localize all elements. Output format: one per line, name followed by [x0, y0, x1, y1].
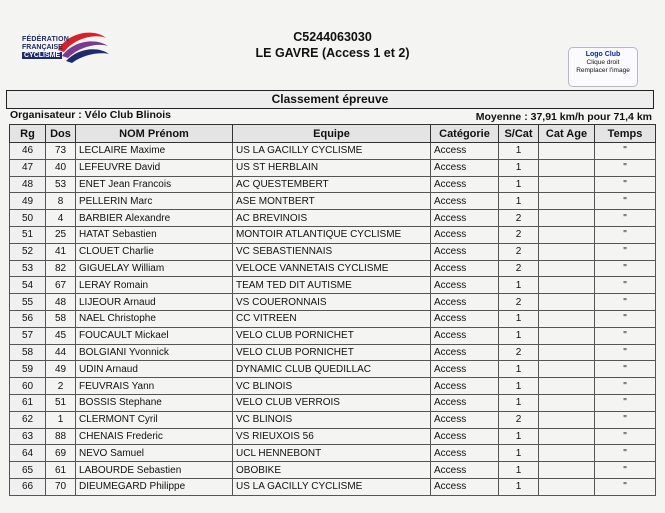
cell-age-category: [539, 176, 595, 193]
cell-time: ": [595, 445, 656, 462]
cell-rank: 58: [10, 344, 46, 361]
cell-age-category: [539, 294, 595, 311]
cell-rank: 56: [10, 310, 46, 327]
cell-rank: 64: [10, 445, 46, 462]
cell-age-category: [539, 310, 595, 327]
cell-bib: 40: [46, 159, 76, 176]
cell-subcategory: 1: [499, 445, 539, 462]
cell-category: Access: [431, 344, 499, 361]
cell-subcategory: 1: [499, 193, 539, 210]
cell-age-category: [539, 445, 595, 462]
cell-name: LERAY Romain: [76, 277, 233, 294]
cell-bib: 58: [46, 310, 76, 327]
cell-rank: 52: [10, 243, 46, 260]
cell-team: MONTOIR ATLANTIQUE CYCLISME: [233, 226, 431, 243]
cell-time: ": [595, 462, 656, 479]
cell-category: Access: [431, 243, 499, 260]
cell-category: Access: [431, 294, 499, 311]
cell-bib: 67: [46, 277, 76, 294]
cell-rank: 62: [10, 411, 46, 428]
cell-bib: 1: [46, 411, 76, 428]
cell-subcategory: 1: [499, 176, 539, 193]
club-logo-title: Logo Club: [585, 51, 621, 58]
cell-category: Access: [431, 260, 499, 277]
table-row: [10, 478, 656, 495]
cell-rank: 48: [10, 176, 46, 193]
cell-bib: 45: [46, 327, 76, 344]
cell-category: Access: [431, 378, 499, 395]
cell-subcategory: 1: [499, 428, 539, 445]
cell-team: OBOBIKE: [233, 462, 431, 479]
cell-team: AC BREVINOIS: [233, 210, 431, 227]
cell-name: HATAT Sebastien: [76, 226, 233, 243]
cell-team: AC QUESTEMBERT: [233, 176, 431, 193]
cell-bib: 8: [46, 193, 76, 210]
cell-subcategory: 2: [499, 411, 539, 428]
cell-subcategory: 2: [499, 260, 539, 277]
average-speed: Moyenne : 37,91 km/h pour 71,4 km: [475, 111, 652, 123]
table-row: [10, 260, 656, 277]
cell-time: ": [595, 143, 656, 160]
cell-bib: 25: [46, 226, 76, 243]
cell-subcategory: 1: [499, 159, 539, 176]
col-header-rg: Rg: [10, 125, 46, 143]
cell-time: ": [595, 327, 656, 344]
cell-name: FEUVRAIS Yann: [76, 378, 233, 395]
event-title: LE GAVRE (Access 1 et 2): [255, 46, 410, 60]
cell-rank: 57: [10, 327, 46, 344]
cell-age-category: [539, 243, 595, 260]
cell-name: LECLAIRE Maxime: [76, 143, 233, 160]
cell-age-category: [539, 193, 595, 210]
cell-time: ": [595, 210, 656, 227]
cell-bib: 61: [46, 462, 76, 479]
cell-team: VELO CLUB PORNICHET: [233, 344, 431, 361]
cell-subcategory: 1: [499, 378, 539, 395]
cell-bib: 73: [46, 143, 76, 160]
cell-age-category: [539, 361, 595, 378]
cell-category: Access: [431, 462, 499, 479]
table-row: [10, 428, 656, 445]
cell-name: GIGUELAY William: [76, 260, 233, 277]
table-row: [10, 361, 656, 378]
cell-rank: 61: [10, 394, 46, 411]
cell-subcategory: 2: [499, 210, 539, 227]
cell-bib: 51: [46, 394, 76, 411]
cell-rank: 65: [10, 462, 46, 479]
cell-name: DIEUMEGARD Philippe: [76, 478, 233, 495]
cell-time: ": [595, 344, 656, 361]
cell-bib: 88: [46, 428, 76, 445]
cell-category: Access: [431, 361, 499, 378]
cell-name: LEFEUVRE David: [76, 159, 233, 176]
cell-age-category: [539, 143, 595, 160]
col-header-dos: Dos: [46, 125, 76, 143]
cell-time: ": [595, 394, 656, 411]
cell-team: US LA GACILLY CYCLISME: [233, 478, 431, 495]
cell-name: BOLGIANI Yvonnick: [76, 344, 233, 361]
cell-age-category: [539, 327, 595, 344]
cell-subcategory: 1: [499, 327, 539, 344]
cell-age-category: [539, 478, 595, 495]
cell-category: Access: [431, 210, 499, 227]
cell-name: LABOURDE Sebastien: [76, 462, 233, 479]
cell-time: ": [595, 193, 656, 210]
cell-age-category: [539, 411, 595, 428]
cell-bib: 4: [46, 210, 76, 227]
cell-time: ": [595, 310, 656, 327]
cell-category: Access: [431, 327, 499, 344]
cell-category: Access: [431, 445, 499, 462]
cell-name: UDIN Arnaud: [76, 361, 233, 378]
table-row: [10, 445, 656, 462]
cell-bib: 2: [46, 378, 76, 395]
cell-age-category: [539, 428, 595, 445]
cell-rank: 60: [10, 378, 46, 395]
table-row: [10, 294, 656, 311]
cell-age-category: [539, 226, 595, 243]
cell-rank: 51: [10, 226, 46, 243]
cell-time: ": [595, 378, 656, 395]
cell-time: ": [595, 411, 656, 428]
organizer: Organisateur : Vélo Club Blinois: [10, 109, 172, 121]
cell-bib: 53: [46, 176, 76, 193]
cell-bib: 44: [46, 344, 76, 361]
cell-subcategory: 1: [499, 478, 539, 495]
table-row: [10, 193, 656, 210]
cell-name: NEVO Samuel: [76, 445, 233, 462]
cell-bib: 41: [46, 243, 76, 260]
table-header-row: [10, 125, 656, 143]
club-logo-hint2: Remplacer l'image: [576, 67, 630, 74]
cell-team: VS COUERONNAIS: [233, 294, 431, 311]
cell-rank: 63: [10, 428, 46, 445]
cell-time: ": [595, 260, 656, 277]
cell-team: CC VITREEN: [233, 310, 431, 327]
table-row: [10, 277, 656, 294]
cell-name: CLOUET Charlie: [76, 243, 233, 260]
cell-rank: 47: [10, 159, 46, 176]
table-row: [10, 226, 656, 243]
cell-age-category: [539, 260, 595, 277]
cell-rank: 54: [10, 277, 46, 294]
col-header-category: Catégorie: [431, 125, 499, 143]
cell-team: ASE MONTBERT: [233, 193, 431, 210]
cell-rank: 55: [10, 294, 46, 311]
cell-team: UCL HENNEBONT: [233, 445, 431, 462]
cell-bib: 69: [46, 445, 76, 462]
cell-subcategory: 1: [499, 361, 539, 378]
ffc-logo-line1: FÉDÉRATION: [22, 36, 69, 43]
cell-bib: 70: [46, 478, 76, 495]
cell-category: Access: [431, 478, 499, 495]
cell-time: ": [595, 361, 656, 378]
table-row: [10, 310, 656, 327]
cell-name: CLERMONT Cyril: [76, 411, 233, 428]
cell-team: US ST HERBLAIN: [233, 159, 431, 176]
cell-name: ENET Jean Francois: [76, 176, 233, 193]
cell-name: FOUCAULT Mickael: [76, 327, 233, 344]
cell-time: ": [595, 159, 656, 176]
cell-team: DYNAMIC CLUB QUEDILLAC: [233, 361, 431, 378]
cell-subcategory: 2: [499, 243, 539, 260]
cell-name: BOSSIS Stephane: [76, 394, 233, 411]
cell-category: Access: [431, 428, 499, 445]
table-row: [10, 411, 656, 428]
race-code: C5244063030: [293, 30, 372, 44]
cell-team: TEAM TED DIT AUTISME: [233, 277, 431, 294]
col-header-name: NOM Prénom: [76, 125, 233, 143]
cell-time: ": [595, 478, 656, 495]
cell-subcategory: 2: [499, 344, 539, 361]
cell-subcategory: 1: [499, 143, 539, 160]
col-header-team: Equipe: [233, 125, 431, 143]
table-row: [10, 344, 656, 361]
cell-age-category: [539, 277, 595, 294]
cell-rank: 59: [10, 361, 46, 378]
cell-name: CHENAIS Frederic: [76, 428, 233, 445]
cell-age-category: [539, 378, 595, 395]
cell-rank: 46: [10, 143, 46, 160]
cell-time: ": [595, 226, 656, 243]
cell-time: ": [595, 176, 656, 193]
cell-team: VC BLINOIS: [233, 411, 431, 428]
cell-subcategory: 1: [499, 462, 539, 479]
cell-subcategory: 1: [499, 394, 539, 411]
cell-rank: 66: [10, 478, 46, 495]
cell-time: ": [595, 243, 656, 260]
club-logo-hint1: Clique droit: [586, 59, 620, 66]
ffc-logo-line2: FRANÇAISE: [22, 44, 63, 51]
cell-subcategory: 2: [499, 226, 539, 243]
results-table: [9, 124, 656, 496]
cell-category: Access: [431, 277, 499, 294]
cell-team: VELO CLUB VERROIS: [233, 394, 431, 411]
cell-bib: 49: [46, 361, 76, 378]
col-header-subcategory: S/Cat: [499, 125, 539, 143]
cell-category: Access: [431, 394, 499, 411]
table-row: [10, 210, 656, 227]
table-row: [10, 243, 656, 260]
table-row: [10, 143, 656, 160]
cell-age-category: [539, 159, 595, 176]
cell-age-category: [539, 210, 595, 227]
col-header-age-category: Cat Age: [539, 125, 595, 143]
table-row: [10, 462, 656, 479]
club-logo-placeholder[interactable]: [568, 47, 638, 87]
table-row: [10, 159, 656, 176]
cell-name: LIJEOUR Arnaud: [76, 294, 233, 311]
cell-time: ": [595, 277, 656, 294]
cell-category: Access: [431, 310, 499, 327]
cell-age-category: [539, 344, 595, 361]
cell-bib: 48: [46, 294, 76, 311]
cell-category: Access: [431, 143, 499, 160]
cell-time: ": [595, 294, 656, 311]
cell-time: ": [595, 428, 656, 445]
cell-category: Access: [431, 193, 499, 210]
table-row: [10, 378, 656, 395]
cell-name: PELLERIN Marc: [76, 193, 233, 210]
cell-team: VELO CLUB PORNICHET: [233, 327, 431, 344]
cell-rank: 49: [10, 193, 46, 210]
cell-team: VC SEBASTIENNAIS: [233, 243, 431, 260]
cell-team: VS RIEUXOIS 56: [233, 428, 431, 445]
table-row: [10, 327, 656, 344]
col-header-time: Temps: [595, 125, 656, 143]
cell-team: VELOCE VANNETAIS CYCLISME: [233, 260, 431, 277]
cell-category: Access: [431, 176, 499, 193]
table-row: [10, 394, 656, 411]
cell-rank: 53: [10, 260, 46, 277]
cell-subcategory: 1: [499, 277, 539, 294]
cell-rank: 50: [10, 210, 46, 227]
cell-name: NAEL Christophe: [76, 310, 233, 327]
cell-subcategory: 1: [499, 310, 539, 327]
table-row: [10, 176, 656, 193]
section-title: Classement épreuve: [6, 90, 654, 109]
ffc-logo-line3: CYCLISME: [24, 52, 61, 59]
cell-name: BARBIER Alexandre: [76, 210, 233, 227]
cell-subcategory: 2: [499, 294, 539, 311]
cell-category: Access: [431, 226, 499, 243]
cell-bib: 82: [46, 260, 76, 277]
cell-team: US LA GACILLY CYCLISME: [233, 143, 431, 160]
cell-age-category: [539, 462, 595, 479]
cell-category: Access: [431, 411, 499, 428]
cell-team: VC BLINOIS: [233, 378, 431, 395]
cell-category: Access: [431, 159, 499, 176]
cell-age-category: [539, 394, 595, 411]
